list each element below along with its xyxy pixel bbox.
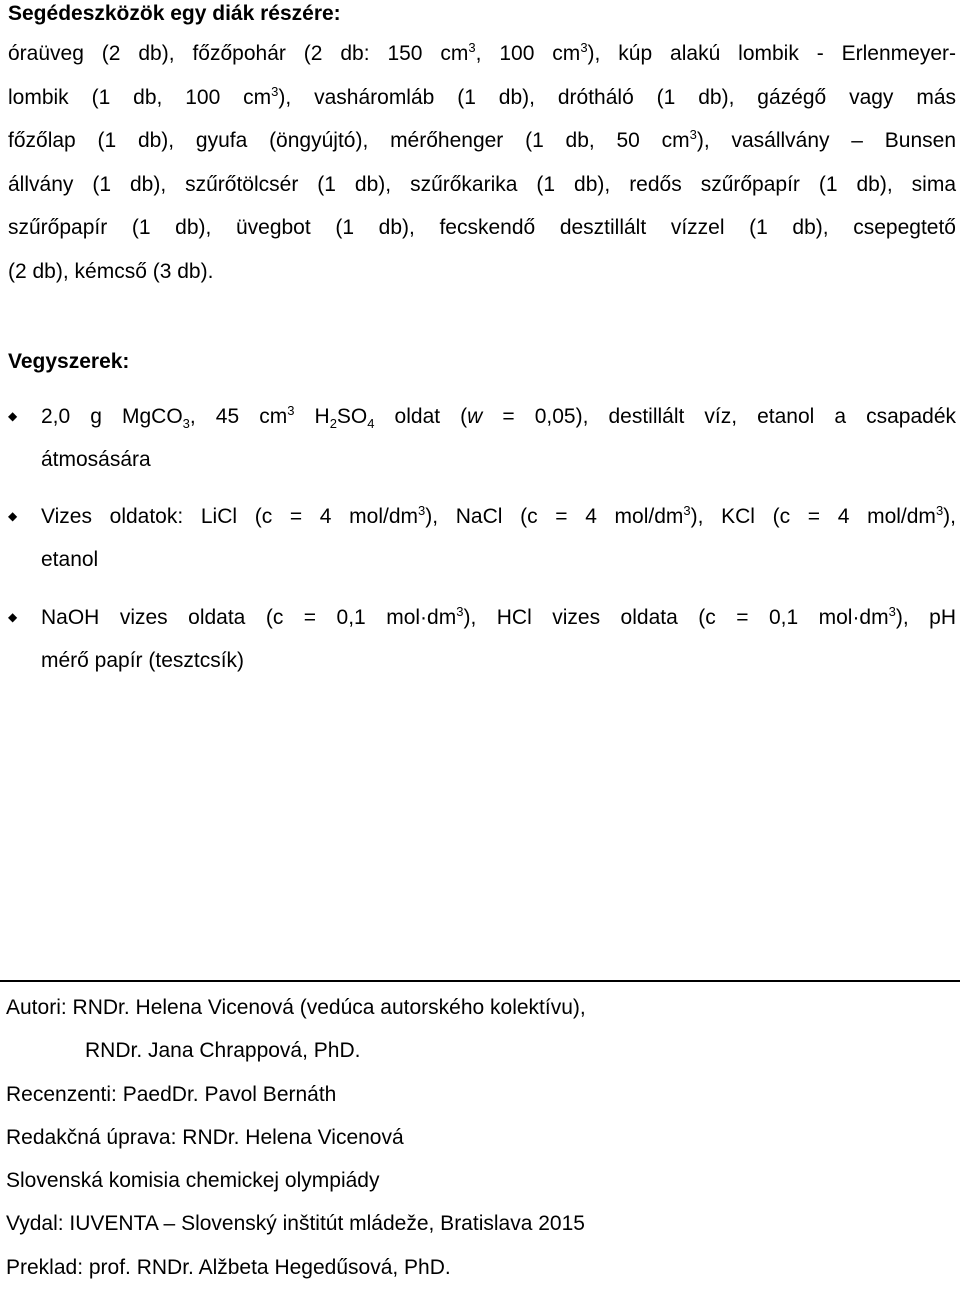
reagent-item-3: ◆ NaOH vizes oldata (c = 0,1 $mol\cdot dm^3$), HCl vizes oldata (c = 0,1 $mol\cdot dm^3$), pH mérő papír (tesztcsík) <box>8 596 956 682</box>
credits-reviewers: Recenzenti: PaedDr. Pavol Bernáth <box>6 1082 337 1106</box>
credits-publisher: Vydal: IUVENTA – Slovenský inštitút mládeže, Bratislava 2015 <box>6 1212 585 1236</box>
reagents-heading: Vegyszerek: <box>8 350 130 373</box>
credits-editor: Redakčná úprava: RNDr. Helena Vicenová <box>6 1125 404 1149</box>
reagent-item-2: ◆ Vizes oldatok: LiCl (c = 4 mol/$dm^3$), NaCl (c = 4 mol/$dm^3$), KCl (c = 4 mol/$dm^3$), etanol <box>8 495 956 581</box>
credits-commission: Slovenská komisia chemickej olympiády <box>6 1169 380 1193</box>
credits-authors: Autori: RNDr. Helena Vicenová (vedúca autorského kolektívu), <box>6 996 586 1019</box>
divider-line <box>0 980 960 982</box>
diamond-bullet-icon: ◆ <box>8 509 18 523</box>
reagent-item-1: ◆ 2,0 g MgCO$_3$, 45 $cm^3$ $H_2SO_4$ oldat (w = 0,05), destillált víz, etanol a csapadék átmosására <box>8 395 956 481</box>
tools-line-6: (2 db), kémcső (3 db). <box>8 259 214 283</box>
tools-heading: Segédeszközök egy diák részére: <box>8 2 341 25</box>
tools-line-3: főzőlap (1 db), gyufa (öngyújtó), mérőhenger (1 db, 50 $cm^3$), vasállvány – Bunsen <box>8 127 956 152</box>
tools-line-5: szűrőpapír (1 db), üvegbot (1 db), fecskendő desztillált vízzel (1 db), csepegtető <box>8 216 956 239</box>
credits-authors-2: RNDr. Jana Chrappová, PhD. <box>85 1039 361 1063</box>
credits-translator: Preklad: prof. RNDr. Alžbeta Hegedűsová, PhD. <box>6 1255 451 1279</box>
diamond-bullet-icon: ◆ <box>8 610 18 624</box>
tools-paragraph <box>8 32 956 293</box>
tools-line-4: állvány (1 db), szűrőtölcsér (1 db), szűrőkarika (1 db), redős szűrőpapír (1 db), sima <box>8 172 956 196</box>
diamond-bullet-icon: ◆ <box>8 409 18 423</box>
tools-line-2: lombik (1 db, 100 $cm^3$), vasháromláb (1 db), drótháló (1 db), gázégő vagy más <box>8 83 956 109</box>
credits <box>6 986 586 1289</box>
tools-line-1: óraüveg (2 db), főzőpohár (2 db: 150 $cm^3$, 100 $cm^3$), kúp alakú lombik - Erlenmeyer- <box>8 40 956 65</box>
